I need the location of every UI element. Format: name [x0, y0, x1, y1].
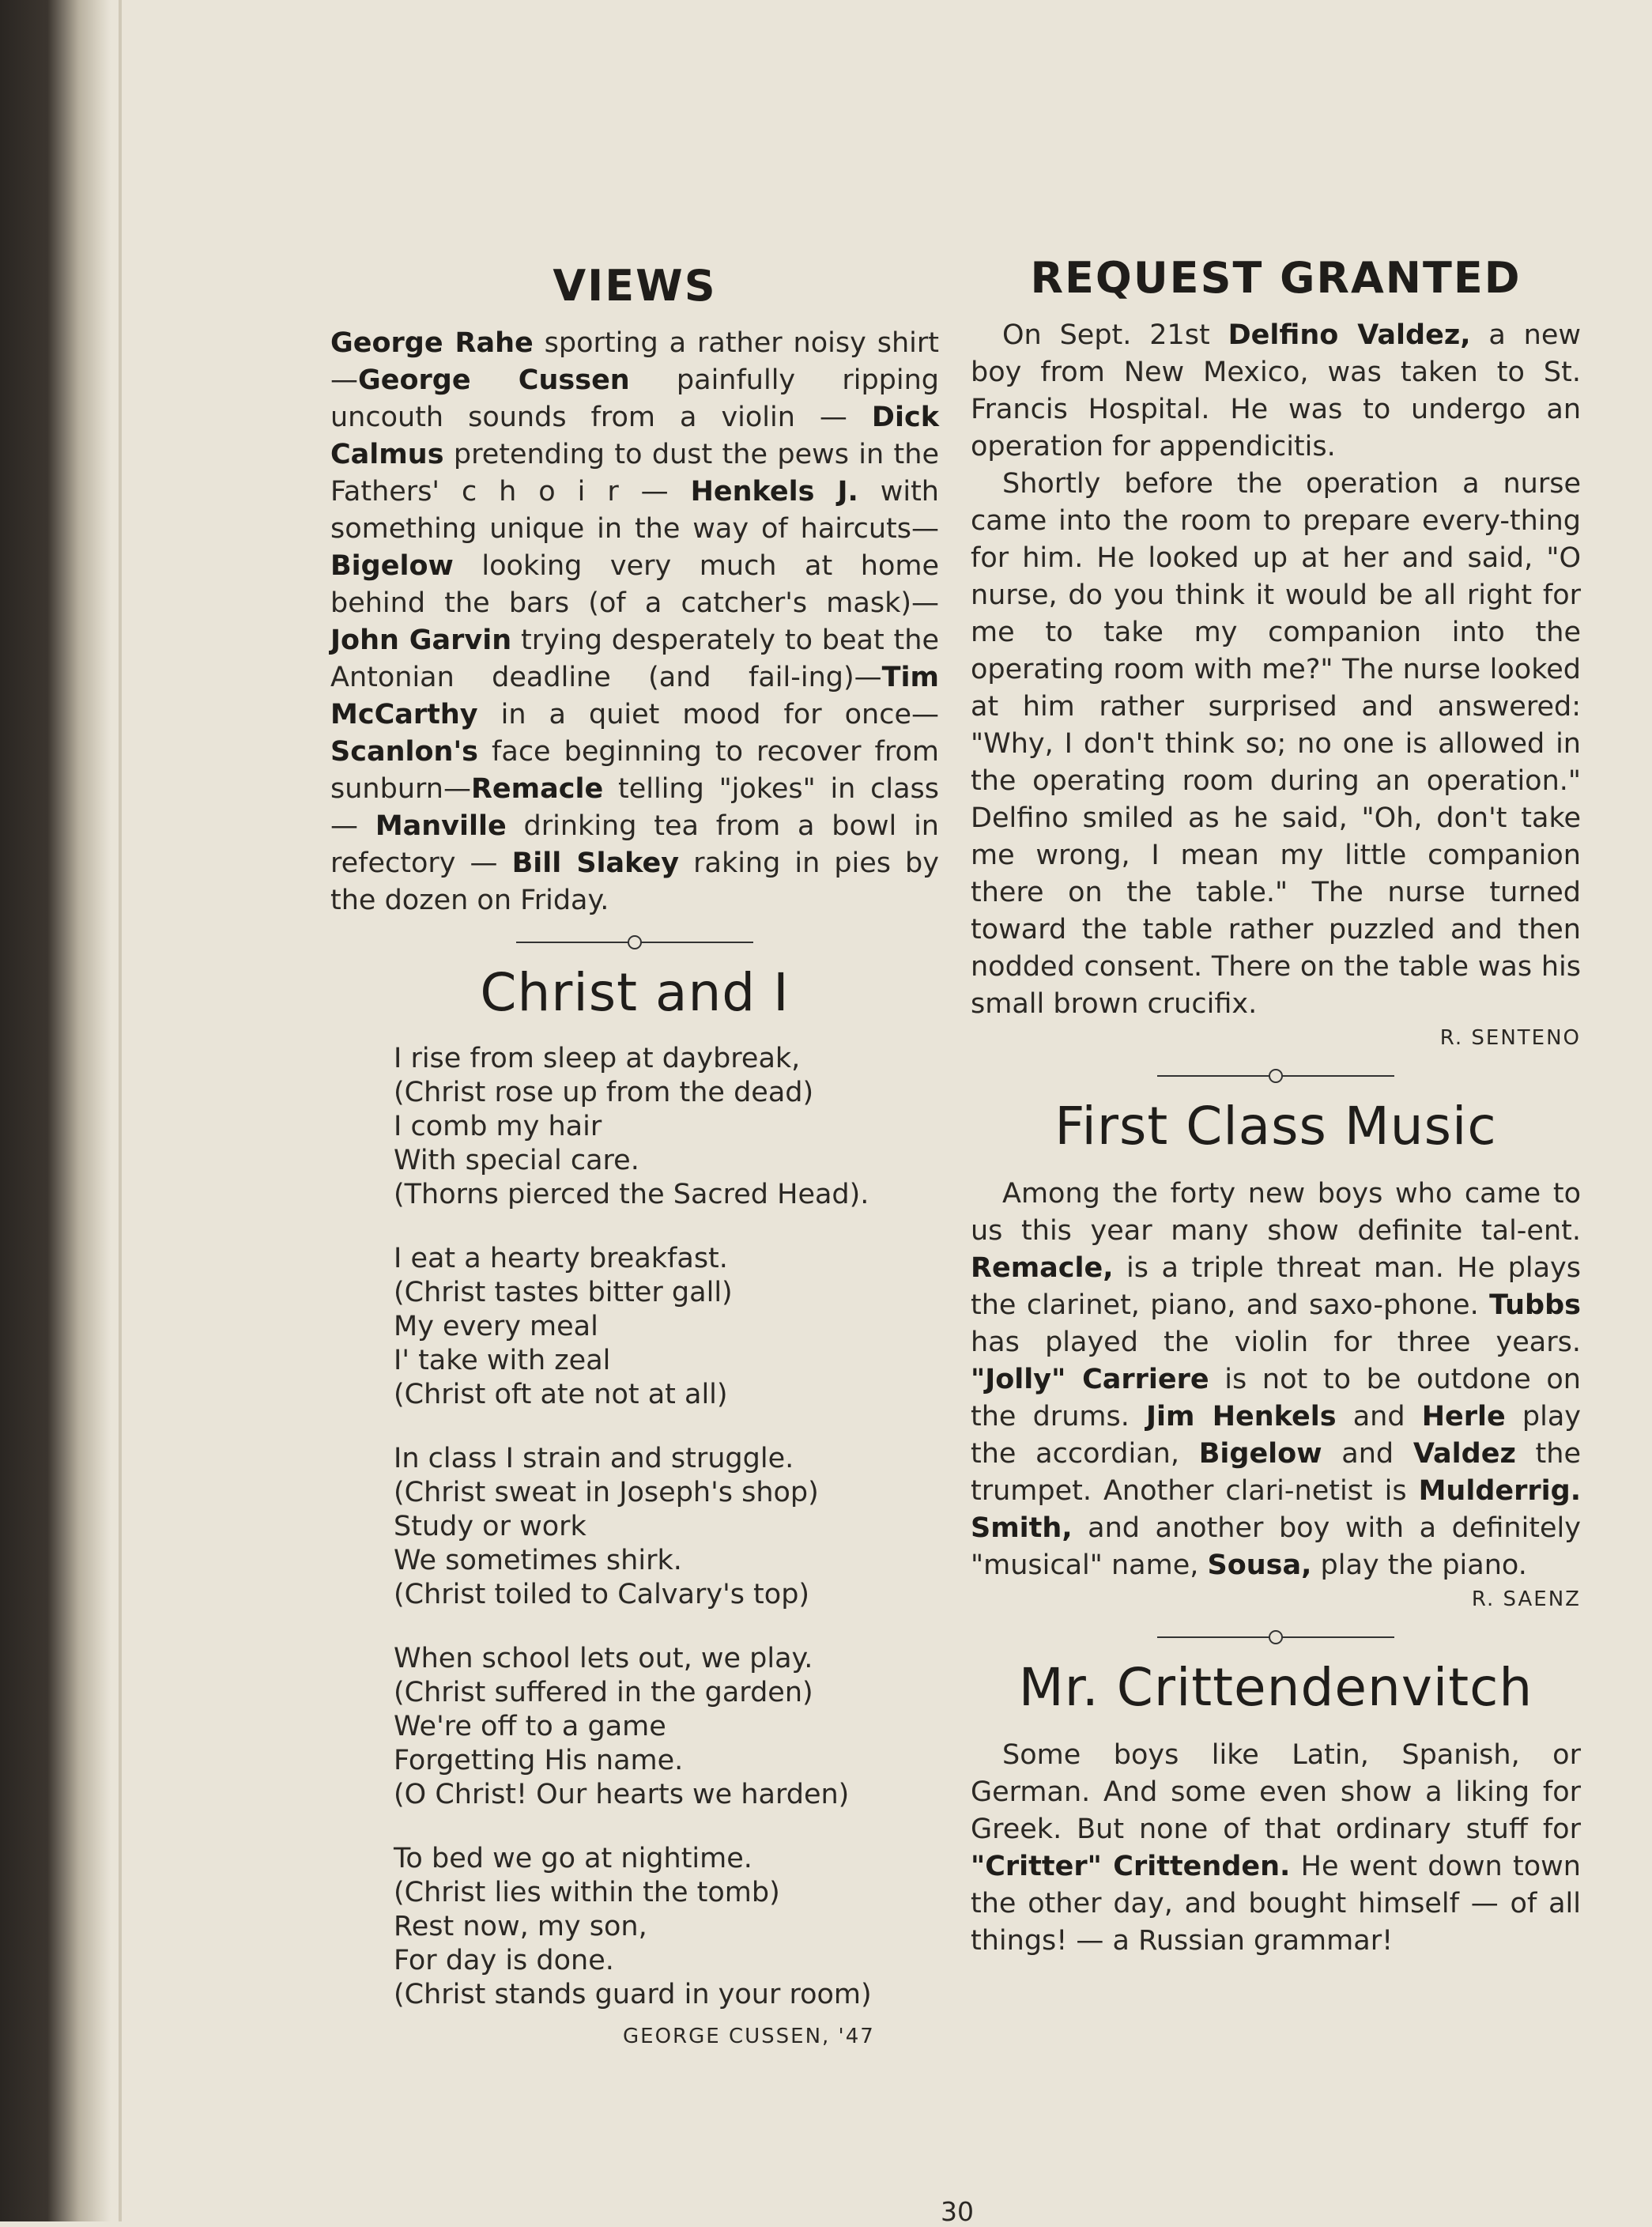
poem-line: (Thorns pierced the Sacred Head). — [394, 1179, 869, 1210]
text-run: Among the forty new boys who came to us this year many show definite tal-ent. — [971, 1178, 1581, 1247]
poem-line: To bed we go at nightime. — [394, 1843, 752, 1874]
bold-name: Valdez — [1412, 1438, 1516, 1470]
poem-line: (Christ tastes bitter gall) — [394, 1277, 733, 1308]
bold-name: Scanlon's — [330, 736, 478, 768]
bold-name: George Rahe — [330, 327, 534, 359]
bold-name: Jim Henkels — [1146, 1401, 1337, 1432]
bold-name: Herle — [1421, 1401, 1506, 1432]
text-run: Shortly before the operation a nurse came into the room to prepare every-thing for him. He looked up at her and said, "O nurse, do you think it would be all right for me to take my companion into the operating room with me?" The nurse looked at him rather surprised and answered: "Why, I don't think so; no one is allowed in the operating room during an operation." Delfino smiled as he said, "Oh, don't take me wrong, I mean my little companion there on the table." The nurse turned toward the table rather puzzled and then nodded consent. There on the table was his small brown crucifix. — [971, 468, 1581, 1020]
text-run: raking in pies by the dozen on Friday. — [330, 847, 939, 916]
poem-line: I eat a hearty breakfast. — [394, 1243, 728, 1274]
poem-line: (Christ sweat in Joseph's shop) — [394, 1477, 819, 1508]
poem-stanza-4 — [394, 1642, 939, 1812]
text-run: a new boy from New Mexico, was taken to St. Francis Hospital. He was to undergo an operation for appendicitis. — [971, 319, 1581, 462]
request-paragraph-2 — [971, 466, 1581, 1023]
views-paragraph — [330, 325, 939, 919]
poem-line: We're off to a game — [394, 1711, 666, 1742]
poem-line: In class I strain and struggle. — [394, 1443, 794, 1474]
divider-1 — [516, 930, 753, 954]
poem-stanza-5 — [394, 1842, 939, 2012]
bold-name: Remacle — [470, 773, 604, 805]
bold-name: Remacle, — [971, 1252, 1114, 1284]
poem-line: For day is done. — [394, 1945, 614, 1976]
poem-line: I' take with zeal — [394, 1345, 611, 1376]
critter-title: Mr. Crittendenvitch — [1018, 1657, 1533, 1718]
poem-line: (Christ lies within the tomb) — [394, 1877, 780, 1908]
left-column — [330, 261, 939, 2063]
poem-line: Rest now, my son, — [394, 1911, 647, 1942]
request-paragraph-1 — [971, 317, 1581, 466]
text-run: has played the violin for three years. — [971, 1327, 1581, 1358]
text-run: play the piano. — [1311, 1549, 1527, 1581]
divider-circle — [1269, 1630, 1283, 1644]
poem-line: (Christ toiled to Calvary's top) — [394, 1579, 810, 1610]
bold-name: Manville — [375, 810, 507, 842]
poem-line: When school lets out, we play. — [394, 1643, 813, 1674]
poem-line: (Christ suffered in the garden) — [394, 1677, 813, 1708]
poem-line: (O Christ! Our hearts we harden) — [394, 1779, 850, 1810]
critter-paragraph — [971, 1737, 1581, 1960]
bold-name: Dick Calmus — [330, 402, 939, 470]
poem-stanza-2 — [394, 1242, 939, 1412]
divider-circle — [628, 935, 642, 949]
text-run: Some boys like Latin, Spanish, or German. And some even show a liking for Greek. But none of that ordinary stuff for — [971, 1739, 1581, 1845]
divider-3 — [1157, 1625, 1394, 1649]
bold-name: "Jolly" Carriere — [971, 1364, 1209, 1395]
text-run: is not to be outdone on the drums. — [971, 1364, 1581, 1432]
poem-line: I rise from sleep at daybreak, — [394, 1043, 801, 1074]
text-run: face beginning to recover from sunburn— — [330, 736, 939, 805]
bold-name: George Cussen — [358, 364, 630, 396]
text-run: painfully ripping uncouth sounds from a violin — — [330, 364, 939, 433]
text-run: is a triple threat man. He plays the clarinet, piano, and saxo-phone. — [971, 1252, 1581, 1321]
poem-author: GEORGE CUSSEN, '47 — [623, 2025, 875, 2048]
music-author: R. SAENZ — [1471, 1587, 1581, 1611]
poem-line: Study or work — [394, 1511, 586, 1542]
text-run: looking very much at home behind the bars (of a catcher's mask)— — [330, 550, 939, 619]
poem-stanza-3 — [394, 1442, 939, 1612]
text-run: and — [1336, 1401, 1422, 1432]
text-run: telling "jokes" in class — — [330, 773, 939, 842]
text-run: the trumpet. Another clari-netist is — [971, 1438, 1581, 1507]
divider-circle — [1269, 1069, 1283, 1083]
bold-name: John Garvin — [330, 625, 512, 656]
text-run: pretending to dust the pews in the Fathers' c h o i r — — [330, 439, 939, 508]
bold-name: Bigelow — [330, 550, 454, 582]
music-paragraph — [971, 1176, 1581, 1584]
poem-line: (Christ stands guard in your room) — [394, 1979, 872, 2010]
text-run: sporting a rather noisy shirt— — [330, 327, 939, 396]
bold-name: Tubbs — [1489, 1289, 1581, 1321]
bold-name: Sousa, — [1207, 1549, 1312, 1581]
bold-name: Henkels J. — [690, 476, 858, 508]
text-run: and another boy with a definitely "musical" name, — [971, 1512, 1581, 1581]
page-number: 30 — [941, 2196, 974, 2227]
request-title: REQUEST GRANTED — [1030, 253, 1522, 303]
bold-name: Mulderrig. Smith, — [971, 1475, 1581, 1544]
text-run: drinking tea from a bowl in refectory — — [330, 810, 939, 879]
music-title: First Class Music — [1054, 1096, 1497, 1157]
bold-name: Bill Slakey — [511, 847, 680, 879]
text-run: On Sept. 21st — [1002, 319, 1228, 351]
poem-body — [394, 1042, 939, 2012]
right-column — [971, 253, 1581, 1960]
poem-line: (Christ rose up from the dead) — [394, 1077, 814, 1108]
bold-name: Delfino Valdez, — [1228, 319, 1471, 351]
text-run: with something unique in the way of haircuts— — [330, 476, 939, 545]
views-title: VIEWS — [553, 261, 717, 311]
poem-line: With special care. — [394, 1145, 639, 1176]
bold-name: "Critter" Crittenden. — [971, 1851, 1291, 1882]
text-run: and — [1322, 1438, 1413, 1470]
bold-name: Bigelow — [1198, 1438, 1322, 1470]
poem-line: My every meal — [394, 1311, 598, 1342]
text-run: in a quiet mood for once— — [477, 699, 939, 730]
poem-title: Christ and I — [480, 962, 790, 1023]
bold-name: Tim McCarthy — [330, 662, 939, 730]
text-run: play the accordian, — [971, 1401, 1582, 1470]
poem-line: We sometimes shirk. — [394, 1545, 682, 1576]
text-run: trying desperately to beat the Antonian deadline (and fail-ing)— — [330, 625, 939, 693]
poem-stanza-1 — [394, 1042, 939, 1212]
poem-line: I comb my hair — [394, 1111, 602, 1142]
text-run: He went down town the other day, and bought himself — of all things! — a Russian grammar! — [971, 1851, 1581, 1957]
poem-line: Forgetting His name. — [394, 1745, 684, 1776]
request-author: R. SENTENO — [1439, 1026, 1581, 1050]
divider-2 — [1157, 1064, 1394, 1088]
poem-line: (Christ oft ate not at all) — [394, 1379, 728, 1410]
